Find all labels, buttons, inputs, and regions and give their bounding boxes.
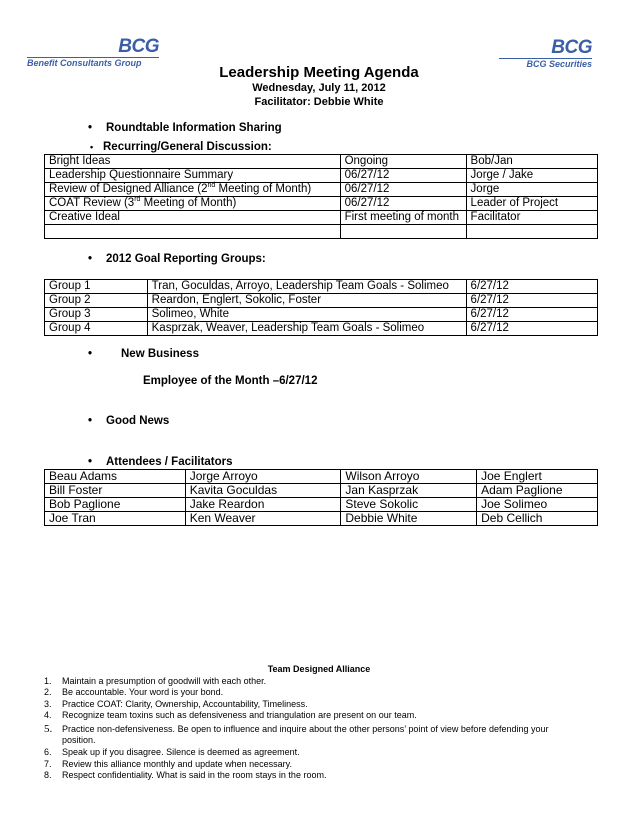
- page-title: Leadership Meeting Agenda: [219, 64, 419, 81]
- attendee-cell: Bill Foster: [45, 484, 186, 498]
- section-label: Roundtable Information Sharing: [106, 122, 282, 134]
- table-row: [45, 308, 598, 322]
- owner-cell: [466, 225, 597, 239]
- item-text: Speak up if you disagree. Silence is deemed as agreement.: [62, 747, 300, 758]
- section-label: 2012 Goal Reporting Groups:: [106, 253, 266, 265]
- section-label: Attendees / Facilitators: [106, 456, 233, 468]
- meeting-date: Wednesday, July 11, 2012: [252, 82, 386, 94]
- members-cell: Kasprzak, Weaver, Leadership Team Goals - Solimeo: [147, 322, 466, 336]
- alliance-list: [44, 676, 604, 782]
- bullet-icon: •: [88, 122, 93, 134]
- attendee-cell: Adam Paglione: [477, 484, 598, 498]
- members-cell: Solimeo, White: [147, 308, 466, 322]
- meeting-facilitator: Facilitator: Debbie White: [254, 96, 384, 108]
- item-text: Practice COAT: Clarity, Ownership, Accountability, Timeliness.: [62, 698, 308, 709]
- list-item: [44, 699, 604, 710]
- table-row: [45, 322, 598, 336]
- bullet-icon: •: [90, 142, 94, 152]
- item-number: 7.: [44, 758, 52, 769]
- item-number: 6.: [44, 747, 52, 758]
- attendee-cell: Ken Weaver: [185, 512, 341, 526]
- table-row: [45, 498, 598, 512]
- table-row: [45, 211, 598, 225]
- section-good-news: [88, 415, 169, 427]
- table-row-empty: [45, 225, 598, 239]
- bullet-icon: •: [88, 348, 93, 360]
- logo-name: Benefit Consultants Group: [27, 58, 142, 68]
- owner-cell: Jorge / Jake: [466, 169, 597, 183]
- list-item: [44, 759, 604, 770]
- bullet-icon: •: [88, 415, 93, 427]
- topic-text: COAT Review (3: [49, 197, 135, 209]
- topic-text: Review of Designed Alliance (2: [49, 183, 208, 195]
- owner-cell: Leader of Project: [466, 197, 597, 211]
- ordinal-suffix: nd: [207, 182, 216, 190]
- topic-cell: Bright Ideas: [45, 155, 341, 169]
- logo-mark: BCG: [551, 37, 592, 58]
- item-text: Review this alliance monthly and update when necessary.: [62, 758, 292, 769]
- owner-cell: Jorge: [466, 183, 597, 197]
- section-label: New Business: [121, 348, 199, 360]
- attendee-cell: Beau Adams: [45, 470, 186, 484]
- list-item: [44, 687, 604, 698]
- attendee-cell: Steve Sokolic: [341, 498, 477, 512]
- item-number: 5.: [44, 722, 53, 735]
- date-cell: First meeting of month: [340, 211, 466, 225]
- list-item: [44, 676, 604, 687]
- bullet-icon: •: [88, 456, 93, 468]
- attendee-cell: Joe Tran: [45, 512, 186, 526]
- item-number: 2.: [44, 687, 52, 698]
- attendee-cell: Kavita Goculdas: [185, 484, 341, 498]
- item-number: 4.: [44, 710, 52, 721]
- owner-cell: Facilitator: [466, 211, 597, 225]
- list-item: [44, 770, 604, 781]
- item-text: Practice non-defensiveness. Be open to influence and inquire about the other persons’ point of view before defending your position.: [62, 723, 549, 746]
- group-cell: Group 3: [45, 308, 148, 322]
- table-row: [45, 470, 598, 484]
- item-text: Be accountable. Your word is your bond.: [62, 687, 224, 698]
- date-cell: 6/27/12: [466, 308, 597, 322]
- item-text: Recognize team toxins such as defensiveness and triangulation are present on our team.: [62, 710, 417, 721]
- attendee-cell: Deb Cellich: [477, 512, 598, 526]
- topic-cell: Creative Ideal: [45, 211, 341, 225]
- list-item: [44, 724, 604, 747]
- attendee-cell: Joe Englert: [477, 470, 598, 484]
- section-roundtable: [88, 122, 282, 134]
- date-cell: Ongoing: [340, 155, 466, 169]
- group-cell: Group 4: [45, 322, 148, 336]
- alliance-title: Team Designed Alliance: [267, 664, 371, 674]
- attendee-cell: Wilson Arroyo: [341, 470, 477, 484]
- table-row: [45, 197, 598, 211]
- date-cell: 06/27/12: [340, 169, 466, 183]
- bullet-icon: •: [88, 253, 93, 265]
- goal-groups-table: [44, 279, 598, 336]
- list-item: [44, 710, 604, 721]
- table-row: [45, 155, 598, 169]
- owner-cell: Bob/Jan: [466, 155, 597, 169]
- table-row: [45, 280, 598, 294]
- topic-text: Meeting of Month): [140, 197, 237, 209]
- attendee-cell: Debbie White: [341, 512, 477, 526]
- group-cell: Group 2: [45, 294, 148, 308]
- section-recurring: [90, 141, 272, 153]
- section-label: Recurring/General Discussion:: [103, 141, 272, 153]
- item-number: 3.: [44, 698, 52, 709]
- members-cell: Tran, Goculdas, Arroyo, Leadership Team Goals - Solimeo: [147, 280, 466, 294]
- logo-mark: BCG: [118, 36, 159, 57]
- table-row: [45, 183, 598, 197]
- table-row: [45, 294, 598, 308]
- date-cell: 6/27/12: [466, 322, 597, 336]
- section-goal-groups: [88, 253, 266, 265]
- attendee-cell: Jan Kasprzak: [341, 484, 477, 498]
- date-cell: 06/27/12: [340, 183, 466, 197]
- date-cell: 6/27/12: [466, 280, 597, 294]
- ordinal-suffix: rd: [134, 196, 141, 204]
- topic-text: Meeting of Month): [215, 183, 312, 195]
- table-row: [45, 512, 598, 526]
- logo-name: BCG Securities: [526, 59, 592, 69]
- section-new-business: [88, 348, 199, 360]
- topic-cell: Leadership Questionnaire Summary: [45, 169, 341, 183]
- attendee-cell: Bob Paglione: [45, 498, 186, 512]
- attendee-cell: Jorge Arroyo: [185, 470, 341, 484]
- topic-cell: [45, 197, 341, 211]
- item-number: 8.: [44, 770, 52, 781]
- section-attendees: [88, 456, 233, 468]
- section-label: Good News: [106, 415, 170, 427]
- recurring-discussion-table: [44, 154, 598, 239]
- item-text: Maintain a presumption of goodwill with each other.: [62, 676, 267, 686]
- attendee-cell: Jake Reardon: [185, 498, 341, 512]
- topic-cell: [45, 225, 341, 239]
- item-number: 1.: [44, 676, 52, 686]
- date-cell: 06/27/12: [340, 197, 466, 211]
- date-cell: [340, 225, 466, 239]
- topic-cell: [45, 183, 341, 197]
- list-item: [44, 747, 604, 758]
- table-row: [45, 484, 598, 498]
- employee-of-month: Employee of the Month –6/27/12: [143, 375, 318, 387]
- members-cell: Reardon, Englert, Sokolic, Foster: [147, 294, 466, 308]
- group-cell: Group 1: [45, 280, 148, 294]
- attendee-cell: Joe Solimeo: [477, 498, 598, 512]
- item-text: Respect confidentiality. What is said in the room stays in the room.: [62, 770, 327, 781]
- table-row: [45, 169, 598, 183]
- date-cell: 6/27/12: [466, 294, 597, 308]
- attendees-table: [44, 469, 598, 526]
